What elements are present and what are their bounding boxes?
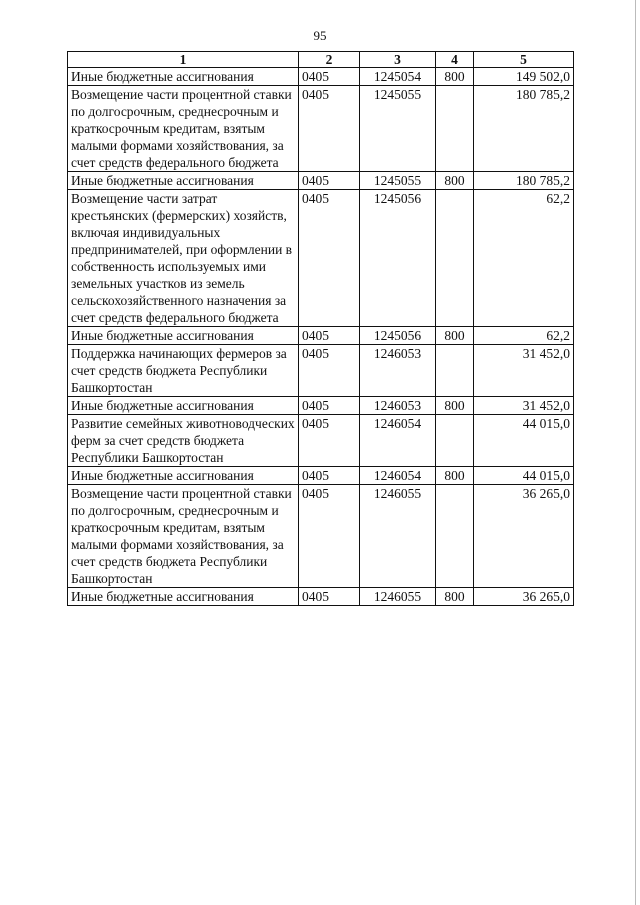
row-name: Возмещение части процентной ставки по долгосрочным, среднесрочным и краткосрочным кредитам, взятым малыми формами хозяйствования, за счет средств бюджета Республики Башкортостан <box>68 485 299 588</box>
row-section-code: 0405 <box>299 467 360 485</box>
row-section-code: 0405 <box>299 190 360 327</box>
row-name: Иные бюджетные ассигнования <box>68 467 299 485</box>
row-expense-type: 800 <box>436 172 474 190</box>
row-target-article: 1245054 <box>360 68 436 86</box>
table-row <box>68 397 574 415</box>
row-amount: 62,2 <box>474 190 574 327</box>
page-number: 95 <box>313 28 327 43</box>
row-amount: 36 265,0 <box>474 588 574 606</box>
scan-edge-line <box>635 0 636 905</box>
row-amount: 180 785,2 <box>474 86 574 172</box>
row-name: Иные бюджетные ассигнования <box>68 397 299 415</box>
row-section-code: 0405 <box>299 415 360 467</box>
row-amount: 44 015,0 <box>474 415 574 467</box>
table-row <box>68 172 574 190</box>
row-amount: 31 452,0 <box>474 397 574 415</box>
header-col-2: 2 <box>299 52 360 68</box>
row-amount: 149 502,0 <box>474 68 574 86</box>
row-expense-type: 800 <box>436 467 474 485</box>
row-amount: 62,2 <box>474 327 574 345</box>
row-target-article: 1246054 <box>360 415 436 467</box>
row-name: Возмещение части затрат крестьянских (фермерских) хозяйств, включая индивидуальных предпринимателей, при оформлении в собственность используемых ими земельных участков из земель сельскохозяйственного назначения за счет средств федерального бюджета <box>68 190 299 327</box>
row-amount: 31 452,0 <box>474 345 574 397</box>
row-section-code: 0405 <box>299 397 360 415</box>
row-expense-type <box>436 190 474 327</box>
row-expense-type: 800 <box>436 397 474 415</box>
table-row <box>68 467 574 485</box>
row-name: Иные бюджетные ассигнования <box>68 68 299 86</box>
row-expense-type: 800 <box>436 68 474 86</box>
row-name: Иные бюджетные ассигнования <box>68 588 299 606</box>
row-name: Развитие семейных животноводческих ферм за счет средств бюджета Республики Башкортостан <box>68 415 299 467</box>
header-col-1: 1 <box>68 52 299 68</box>
row-expense-type <box>436 345 474 397</box>
row-section-code: 0405 <box>299 485 360 588</box>
row-target-article: 1246053 <box>360 345 436 397</box>
table-row <box>68 345 574 397</box>
row-target-article: 1245056 <box>360 190 436 327</box>
header-col-5: 5 <box>474 52 574 68</box>
row-target-article: 1246054 <box>360 467 436 485</box>
table-row <box>68 86 574 172</box>
row-target-article: 1246053 <box>360 397 436 415</box>
table-row <box>68 190 574 327</box>
row-section-code: 0405 <box>299 588 360 606</box>
table-row <box>68 588 574 606</box>
row-target-article: 1245055 <box>360 86 436 172</box>
row-section-code: 0405 <box>299 172 360 190</box>
row-amount: 44 015,0 <box>474 467 574 485</box>
row-expense-type: 800 <box>436 588 474 606</box>
header-row <box>68 52 574 68</box>
row-name: Иные бюджетные ассигнования <box>68 172 299 190</box>
row-expense-type: 800 <box>436 327 474 345</box>
row-target-article: 1245055 <box>360 172 436 190</box>
row-expense-type <box>436 415 474 467</box>
row-expense-type <box>436 86 474 172</box>
row-target-article: 1245056 <box>360 327 436 345</box>
row-amount: 36 265,0 <box>474 485 574 588</box>
row-name: Поддержка начинающих фермеров за счет средств бюджета Республики Башкортостан <box>68 345 299 397</box>
row-target-article: 1246055 <box>360 485 436 588</box>
table-body <box>68 68 574 606</box>
table-row <box>68 68 574 86</box>
row-name: Иные бюджетные ассигнования <box>68 327 299 345</box>
table-row <box>68 327 574 345</box>
row-section-code: 0405 <box>299 345 360 397</box>
row-section-code: 0405 <box>299 327 360 345</box>
header-col-4: 4 <box>436 52 474 68</box>
row-expense-type <box>436 485 474 588</box>
row-section-code: 0405 <box>299 86 360 172</box>
row-amount: 180 785,2 <box>474 172 574 190</box>
row-target-article: 1246055 <box>360 588 436 606</box>
header-col-3: 3 <box>360 52 436 68</box>
row-name: Возмещение части процентной ставки по долгосрочным, среднесрочным и краткосрочным кредитам, взятым малыми формами хозяйствования, за счет средств федерального бюджета <box>68 86 299 172</box>
table-header <box>68 52 574 68</box>
row-section-code: 0405 <box>299 68 360 86</box>
table-row <box>68 415 574 467</box>
budget-table <box>67 51 574 606</box>
table-row <box>68 485 574 588</box>
